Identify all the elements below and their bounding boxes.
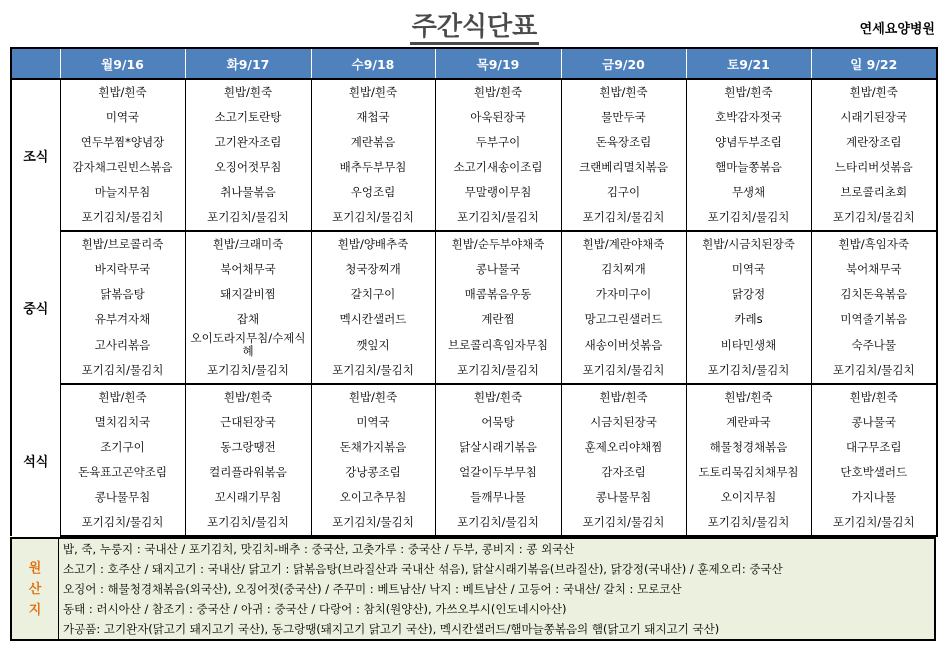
menu-cell: 닭살시래기볶음 — [435, 435, 561, 460]
menu-row — [11, 105, 937, 130]
menu-cell: 흰밥/흰죽 — [311, 384, 435, 410]
menu-cell: 포기김치/물김치 — [811, 205, 937, 231]
menu-cell: 흰밥/흰죽 — [311, 79, 435, 105]
origin-label — [12, 539, 59, 639]
menu-cell: 김구이 — [561, 180, 686, 205]
menu-cell: 흰밥/흰죽 — [435, 384, 561, 410]
menu-cell: 컬리플라워볶음 — [185, 460, 311, 485]
menu-table — [10, 47, 938, 537]
menu-cell: 흰밥/시금치된장죽 — [686, 231, 811, 257]
origin-section — [10, 537, 936, 641]
menu-cell: 포기김치/물김치 — [185, 510, 311, 536]
menu-cell: 포기김치/물김치 — [811, 510, 937, 536]
menu-cell: 흰밥/흰죽 — [561, 384, 686, 410]
day-header-row — [11, 48, 937, 79]
menu-cell: 브로콜리흑임자무침 — [435, 332, 561, 358]
menu-cell: 포기김치/물김치 — [561, 358, 686, 384]
menu-cell: 포기김치/물김치 — [435, 358, 561, 384]
menu-cell: 감자조림 — [561, 460, 686, 485]
menu-cell: 고사리볶음 — [60, 332, 185, 358]
origin-line: 동태 : 러시아산 / 참조기 : 중국산 / 아귀 : 중국산 / 다랑어 : 참치(원양산), 가쓰오부시(인도네시아산) — [63, 602, 567, 616]
menu-row — [11, 257, 937, 282]
page-title-text: 주간식단표 — [410, 12, 540, 45]
menu-cell: 미역국 — [60, 105, 185, 130]
meal-label: 석식 — [11, 384, 60, 536]
menu-cell: 어묵탕 — [435, 410, 561, 435]
menu-cell: 포기김치/물김치 — [185, 205, 311, 231]
menu-cell: 소고기새송이조림 — [435, 155, 561, 180]
menu-cell: 포기김치/물김치 — [435, 510, 561, 536]
menu-cell: 멕시칸샐러드 — [311, 307, 435, 332]
menu-cell: 포기김치/물김치 — [561, 205, 686, 231]
menu-row — [11, 510, 937, 536]
menu-cell: 청국장찌개 — [311, 257, 435, 282]
menu-cell: 오이도라지무침/수제식혜 — [185, 332, 311, 358]
origin-line: 소고기 : 호주산 / 돼지고기 : 국내산/ 닭고기 : 닭볶음탕(브라질산과 국내산 섞음), 닭살시래기볶음(브라질산), 닭강정(국내산) / 훈제오리: 중국산 — [63, 562, 783, 576]
menu-cell: 포기김치/물김치 — [561, 510, 686, 536]
menu-cell: 흰밥/흰죽 — [60, 79, 185, 105]
menu-cell: 조기구이 — [60, 435, 185, 460]
menu-cell: 포기김치/물김치 — [60, 205, 185, 231]
menu-cell: 흰밥/순두부야채죽 — [435, 231, 561, 257]
menu-cell: 시금치된장국 — [561, 410, 686, 435]
menu-row — [11, 307, 937, 332]
menu-cell: 들깨무나물 — [435, 485, 561, 510]
menu-cell: 단호박샐러드 — [811, 460, 937, 485]
menu-cell: 닭볶음탕 — [60, 282, 185, 307]
menu-cell: 갈치구이 — [311, 282, 435, 307]
menu-row — [11, 435, 937, 460]
menu-row — [11, 358, 937, 384]
menu-cell: 얼갈이두부무침 — [435, 460, 561, 485]
origin-line: 가공품: 고기완자(닭고기 돼지고기 국산), 동그랑땡(돼지고기 닭고기 국산), 멕시칸샐러드/햄마늘쫑볶음의 햄(닭고기 돼지고기 국산) — [63, 622, 720, 636]
menu-cell: 포기김치/물김치 — [686, 510, 811, 536]
menu-row — [11, 282, 937, 307]
menu-row — [11, 180, 937, 205]
menu-cell: 계란파국 — [686, 410, 811, 435]
meal-label: 조식 — [11, 79, 60, 231]
menu-cell: 흰밥/흰죽 — [435, 79, 561, 105]
menu-cell: 비타민생채 — [686, 332, 811, 358]
menu-cell: 훈제오리야채찜 — [561, 435, 686, 460]
origin-lines — [59, 539, 934, 639]
menu-cell: 흰밥/계란야채죽 — [561, 231, 686, 257]
day-header: 목9/19 — [435, 48, 561, 79]
menu-cell: 취나물볶음 — [185, 180, 311, 205]
menu-cell: 포기김치/물김치 — [311, 358, 435, 384]
menu-cell: 망고그린샐러드 — [561, 307, 686, 332]
hospital-name: 연세요양병원 — [859, 22, 935, 37]
menu-row — [11, 231, 937, 257]
origin-label-char: 원 — [28, 560, 42, 576]
menu-cell: 오이고추무침 — [311, 485, 435, 510]
page-title — [0, 6, 949, 43]
menu-cell: 미역국 — [686, 257, 811, 282]
menu-cell: 포기김치/물김치 — [686, 205, 811, 231]
menu-cell: 포기김치/물김치 — [686, 358, 811, 384]
day-header: 수9/18 — [311, 48, 435, 79]
menu-row — [11, 155, 937, 180]
menu-row — [11, 410, 937, 435]
menu-cell: 새송이버섯볶음 — [561, 332, 686, 358]
menu-cell: 포기김치/물김치 — [311, 205, 435, 231]
menu-cell: 흰밥/양배추죽 — [311, 231, 435, 257]
menu-cell: 미역줄기볶음 — [811, 307, 937, 332]
menu-row — [11, 79, 937, 105]
menu-cell: 우엉조림 — [311, 180, 435, 205]
menu-cell: 북어채무국 — [185, 257, 311, 282]
menu-cell: 연두부찜*양념장 — [60, 130, 185, 155]
menu-cell: 포기김치/물김치 — [185, 358, 311, 384]
meal-label: 중식 — [11, 231, 60, 384]
menu-cell: 멸치김치국 — [60, 410, 185, 435]
menu-cell: 흰밥/브로콜리죽 — [60, 231, 185, 257]
menu-cell: 콩나물국 — [811, 410, 937, 435]
menu-row — [11, 332, 937, 358]
menu-cell: 김치찌개 — [561, 257, 686, 282]
menu-cell: 흰밥/크래미죽 — [185, 231, 311, 257]
menu-cell: 대구무조림 — [811, 435, 937, 460]
menu-cell: 재첩국 — [311, 105, 435, 130]
menu-cell: 마늘지무침 — [60, 180, 185, 205]
menu-cell: 물만두국 — [561, 105, 686, 130]
day-header: 금9/20 — [561, 48, 686, 79]
menu-cell: 해물청경채볶음 — [686, 435, 811, 460]
menu-cell: 가자미구이 — [561, 282, 686, 307]
day-header: 화9/17 — [185, 48, 311, 79]
menu-cell: 바지락무국 — [60, 257, 185, 282]
menu-cell: 도토리묵김치채무침 — [686, 460, 811, 485]
menu-cell: 동그랑땡전 — [185, 435, 311, 460]
menu-row — [11, 460, 937, 485]
origin-line: 오징어 : 해물청경채볶음(외국산), 오징어젓(중국산) / 주꾸미 : 베트남산/ 낙지 : 베트남산 / 고등어 : 국내산/ 갈치 : 모로코산 — [63, 582, 682, 596]
menu-cell: 느타리버섯볶음 — [811, 155, 937, 180]
menu-cell: 배추두부무침 — [311, 155, 435, 180]
menu-cell: 흰밥/흑임자죽 — [811, 231, 937, 257]
menu-cell: 포기김치/물김치 — [811, 358, 937, 384]
menu-cell: 돈육장조림 — [561, 130, 686, 155]
menu-cell: 계란장조림 — [811, 130, 937, 155]
menu-cell: 흰밥/흰죽 — [60, 384, 185, 410]
menu-cell: 시래기된장국 — [811, 105, 937, 130]
menu-cell: 두부구이 — [435, 130, 561, 155]
menu-row — [11, 130, 937, 155]
menu-cell: 근대된장국 — [185, 410, 311, 435]
menu-cell: 포기김치/물김치 — [311, 510, 435, 536]
menu-cell: 무생채 — [686, 180, 811, 205]
menu-cell: 호박감자젓국 — [686, 105, 811, 130]
menu-cell: 양념두부조림 — [686, 130, 811, 155]
menu-cell: 매콤볶음우동 — [435, 282, 561, 307]
day-header: 월9/16 — [60, 48, 185, 79]
menu-cell: 감자채그린빈스볶음 — [60, 155, 185, 180]
menu-cell: 깻잎지 — [311, 332, 435, 358]
menu-cell: 돈채가지볶음 — [311, 435, 435, 460]
menu-cell: 햄마늘쫑볶음 — [686, 155, 811, 180]
menu-cell: 흰밥/흰죽 — [185, 384, 311, 410]
menu-cell: 북어채무국 — [811, 257, 937, 282]
menu-cell: 가지나물 — [811, 485, 937, 510]
menu-cell: 콩나물무침 — [60, 485, 185, 510]
day-header: 토9/21 — [686, 48, 811, 79]
origin-line: 밥, 죽, 누룽지 : 국내산 / 포기김치, 맛김치-배추 : 중국산, 고춧가루 : 중국산 / 두부, 콩비지 : 콩 외국산 — [63, 542, 575, 556]
menu-cell: 김치돈육볶음 — [811, 282, 937, 307]
menu-cell: 콩나물국 — [435, 257, 561, 282]
menu-cell: 잡채 — [185, 307, 311, 332]
menu-body — [11, 79, 937, 536]
corner-cell — [11, 48, 60, 79]
menu-row — [11, 384, 937, 410]
menu-cell: 흰밥/흰죽 — [811, 79, 937, 105]
menu-cell: 포기김치/물김치 — [60, 510, 185, 536]
menu-cell: 콩나물무침 — [561, 485, 686, 510]
menu-cell: 오징어젓무침 — [185, 155, 311, 180]
menu-cell: 꼬시래기무침 — [185, 485, 311, 510]
menu-cell: 포기김치/물김치 — [60, 358, 185, 384]
menu-cell: 카레s — [686, 307, 811, 332]
menu-cell: 흰밥/흰죽 — [686, 384, 811, 410]
menu-cell: 소고기토란탕 — [185, 105, 311, 130]
menu-cell: 미역국 — [311, 410, 435, 435]
menu-cell: 흰밥/흰죽 — [185, 79, 311, 105]
menu-row — [11, 485, 937, 510]
menu-cell: 닭강정 — [686, 282, 811, 307]
origin-label-char: 산 — [28, 581, 42, 597]
menu-cell: 계란볶음 — [311, 130, 435, 155]
menu-cell: 브로콜리초회 — [811, 180, 937, 205]
day-header: 일 9/22 — [811, 48, 937, 79]
menu-cell: 흰밥/흰죽 — [561, 79, 686, 105]
menu-cell: 강낭콩조림 — [311, 460, 435, 485]
menu-cell: 흰밥/흰죽 — [686, 79, 811, 105]
menu-cell: 고기완자조림 — [185, 130, 311, 155]
origin-label-char: 지 — [28, 602, 42, 618]
menu-cell: 유부겨자채 — [60, 307, 185, 332]
menu-cell: 돈육표고곤약조림 — [60, 460, 185, 485]
menu-cell: 포기김치/물김치 — [435, 205, 561, 231]
menu-cell: 크랜베리멸치볶음 — [561, 155, 686, 180]
menu-row — [11, 205, 937, 231]
menu-cell: 숙주나물 — [811, 332, 937, 358]
menu-cell: 계란찜 — [435, 307, 561, 332]
menu-cell: 돼지갈비찜 — [185, 282, 311, 307]
menu-cell: 무말랭이무침 — [435, 180, 561, 205]
menu-cell: 아욱된장국 — [435, 105, 561, 130]
menu-cell: 흰밥/흰죽 — [811, 384, 937, 410]
menu-cell: 오이지무침 — [686, 485, 811, 510]
